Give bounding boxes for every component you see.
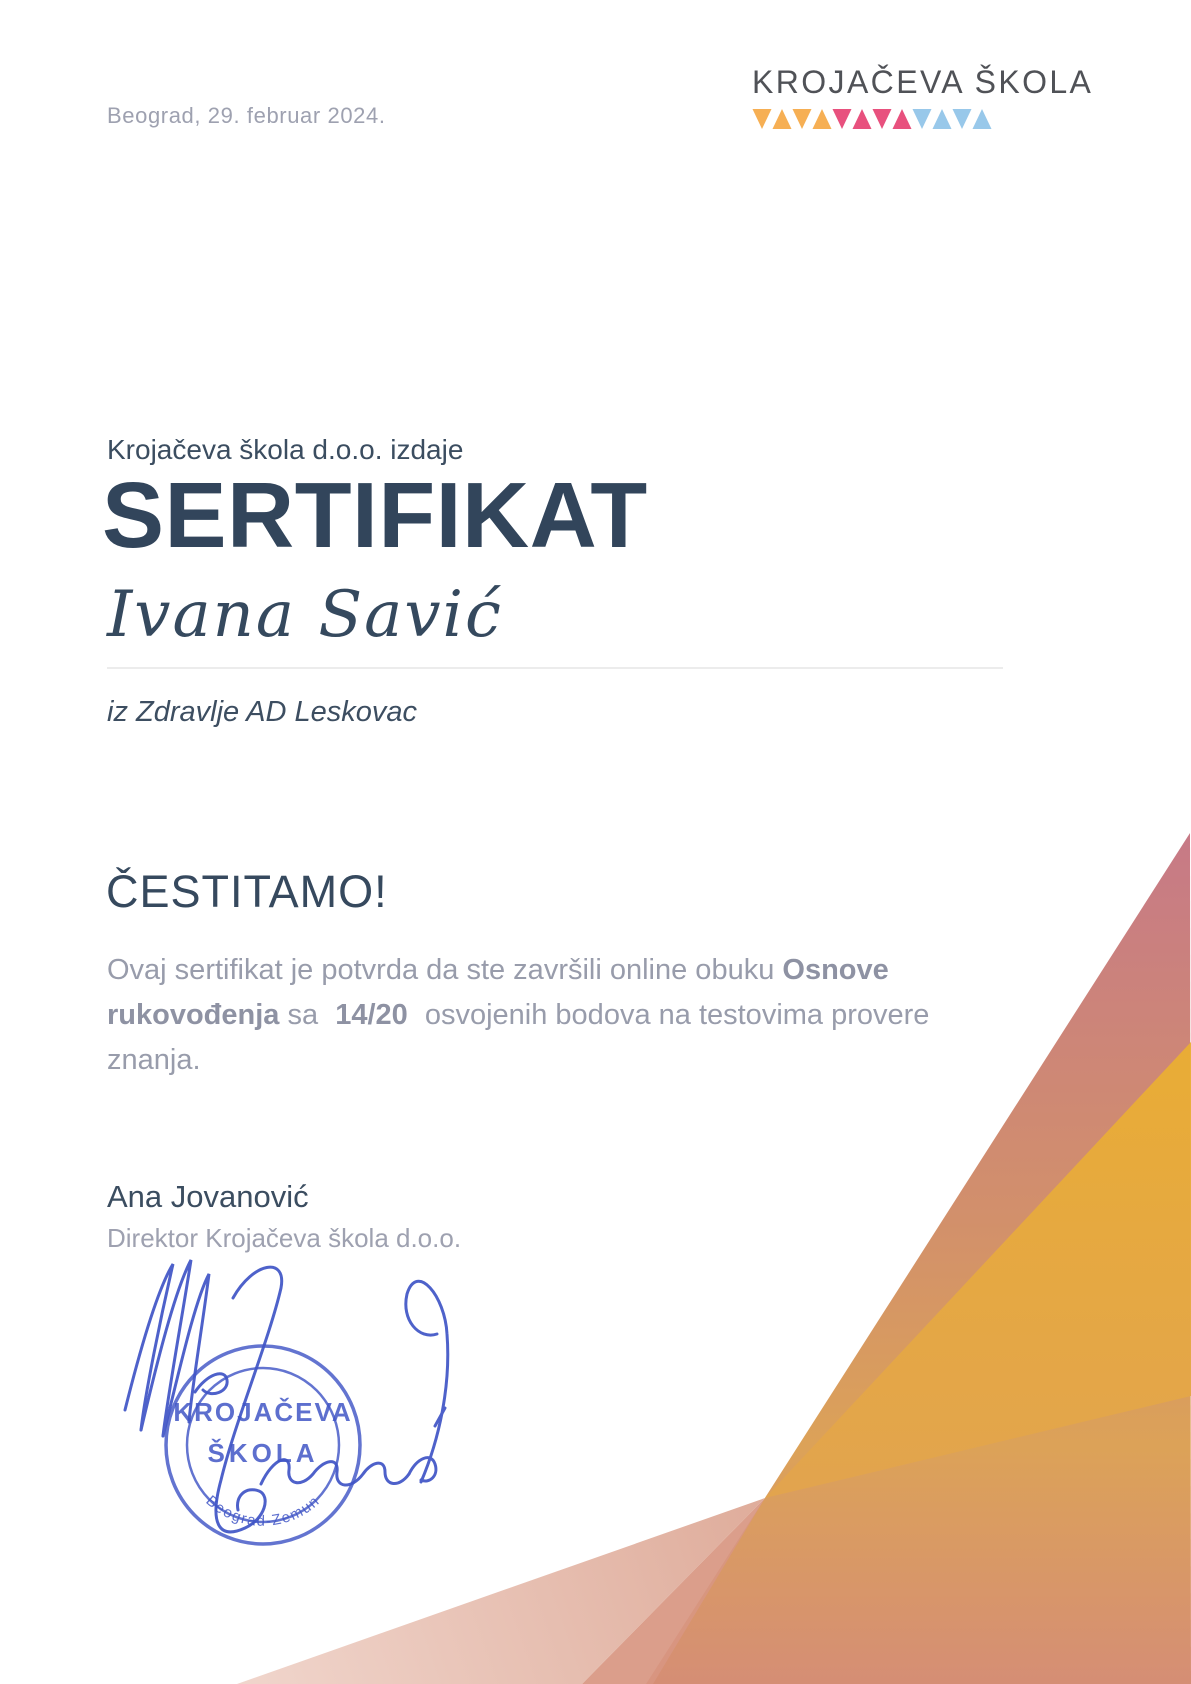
body-text-1: Ovaj sertifikat je potvrda da ste završili online obuku bbox=[107, 954, 775, 986]
body-line-2 bbox=[107, 993, 1027, 1083]
issuer-line: Krojačeva škola d.o.o. izdaje bbox=[107, 434, 464, 465]
stamp-line-1: KROJAČEVA bbox=[173, 1397, 353, 1427]
logo-triangle bbox=[833, 109, 852, 129]
logo-triangle bbox=[813, 109, 832, 129]
body-text-3: osvojenih bodova na testovima provere znanja. bbox=[107, 999, 930, 1076]
logo-triangle bbox=[793, 109, 812, 129]
certificate-title: SERTIFIKAT bbox=[102, 463, 648, 567]
logo bbox=[752, 64, 1093, 132]
body-line-1 bbox=[107, 948, 1027, 993]
course-name-part2: rukovođenja bbox=[107, 999, 280, 1031]
logo-triangle bbox=[753, 109, 772, 129]
logo-triangle bbox=[893, 109, 912, 129]
logo-triangles-icon bbox=[752, 108, 994, 132]
congrats-heading: ČESTITAMO! bbox=[106, 866, 388, 917]
company-stamp bbox=[157, 1337, 371, 1555]
logo-triangle bbox=[913, 109, 932, 129]
logo-triangle bbox=[933, 109, 952, 129]
logo-triangle bbox=[973, 109, 992, 129]
signer-name: Ana Jovanović bbox=[107, 1179, 309, 1214]
score-value: 14/20 bbox=[335, 999, 408, 1031]
logo-triangle bbox=[873, 109, 892, 129]
stamp-arc-text: Beograd-Zemun bbox=[202, 1492, 324, 1530]
logo-triangle bbox=[953, 109, 972, 129]
logo-triangle bbox=[773, 109, 792, 129]
stamp-line-2: ŠKOLA bbox=[207, 1438, 319, 1468]
recipient-name: Ivana Savić bbox=[107, 578, 503, 652]
body-text-2: sa bbox=[287, 999, 319, 1031]
congrats-body bbox=[107, 948, 1027, 1083]
recipient-origin: iz Zdravlje AD Leskovac bbox=[107, 696, 417, 728]
logo-text: KROJAČEVA ŠKOLA bbox=[752, 64, 1094, 100]
logo-triangle bbox=[853, 109, 872, 129]
date-line: Beograd, 29. februar 2024. bbox=[107, 103, 386, 128]
signer-title: Direktor Krojačeva škola d.o.o. bbox=[107, 1223, 462, 1253]
course-name-part1: Osnove bbox=[782, 954, 889, 986]
name-underline bbox=[107, 667, 1003, 669]
